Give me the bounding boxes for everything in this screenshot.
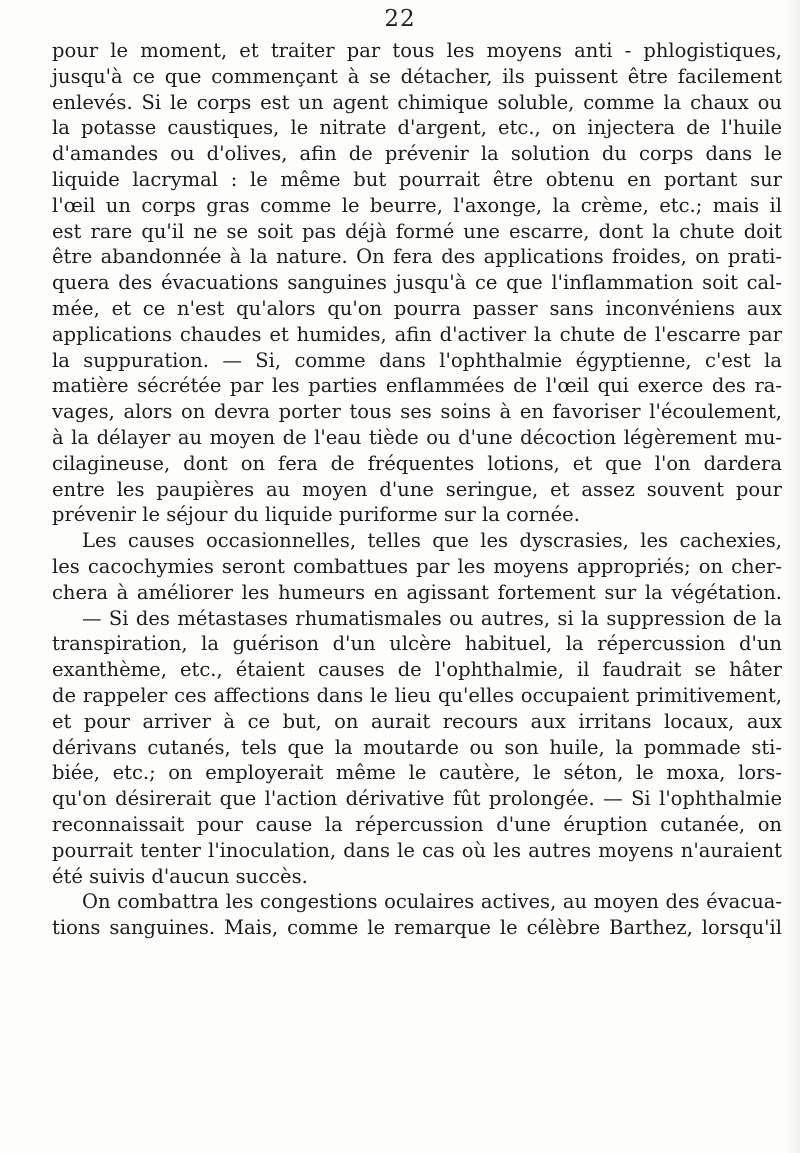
text-line: l'œil un corps gras comme le beurre, l'axonge, la crème, etc.; mais il [52,193,782,217]
text-line: liquide lacrymal : le même but pourrait être obtenu en portant sur [52,167,782,191]
text-line: pourrait tenter l'inoculation, dans le cas où les autres moyens n'auraient [52,838,782,862]
text-line: transpiration, la guérison d'un ulcère habituel, la répercussion d'un [52,632,782,656]
text-line: les cacochymies seront combattues par les moyens appropriés; on cher- [52,554,782,578]
text-line: biée, etc.; on employerait même le cautère, le séton, le moxa, lors- [52,761,782,785]
paragraph-end-line: prévenir le séjour du liquide puriforme sur la cornée. [52,503,580,527]
text-line: quera des évacuations sanguines jusqu'à ce que l'inflammation soit cal- [52,271,782,295]
text-line: la potasse caustiques, le nitrate d'argent, etc., on injectera de l'huile [52,116,782,140]
text-line: de rappeler ces affections dans le lieu qu'elles occupaient primitivement, [52,683,782,707]
paragraph-start-line: On combattra les congestions oculaires actives, au moyen des évacua- [82,890,782,914]
text-line: entre les paupières au moyen d'une seringue, et assez souvent pour [52,477,782,501]
text-line: enlevés. Si le corps est un agent chimique soluble, comme la chaux ou [52,90,782,114]
text-line: — Si des métastases rhumatismales ou autres, si la suppression de la [82,606,782,630]
text-line: applications chaudes et humides, afin d'activer la chute de l'escarre par [52,322,782,346]
text-line: dérivans cutanés, tels que la moutarde ou son huile, la pommade sti- [52,735,782,759]
page-number: 22 [384,6,416,32]
text-line: pour le moment, et traiter par tous les moyens anti - phlogistiques, [52,39,782,62]
page-edge-shadow [786,0,800,1153]
text-line: chera à améliorer les humeurs en agissant fortement sur la végétation. [52,580,782,604]
text-line: et pour arriver à ce but, on aurait recours aux irritans locaux, aux [52,709,782,733]
text-line: qu'on désirerait que l'action dérivative fût prolongée. — Si l'ophthalmie [52,787,782,811]
text-line: est rare qu'il ne se soit pas déjà formé une escarre, dont la chute doit [52,219,782,243]
paragraph-end-line: été suivis d'aucun succès. [52,864,308,888]
text-line: jusqu'à ce que commençant à se détacher, ils puissent être facilement [52,64,782,88]
text-line: cilagineuse, dont on fera de fréquentes lotions, et que l'on dardera [52,451,782,475]
text-line: à la délayer au moyen de l'eau tiède ou d'une décoction légèrement mu- [52,425,782,449]
text-line: d'amandes ou d'olives, afin de prévenir la solution du corps dans le [52,142,782,166]
text-line: reconnaissait pour cause la répercussion d'une éruption cutanée, on [52,812,782,836]
text-line: vages, alors on devra porter tous ses soins à en favoriser l'écoulement, [52,400,782,424]
text-line: la suppuration. — Si, comme dans l'ophthalmie égyptienne, c'est la [52,348,782,372]
text-line: matière sécrétée par les parties enflammées de l'œil qui exerce des ra- [52,374,782,398]
text-line: exanthème, etc., étaient causes de l'ophthalmie, il faudrait se hâter [52,658,782,682]
text-line: tions sanguines. Mais, comme le remarque le célèbre Barthez, lorsqu'il [52,916,782,940]
text-line: être abandonnée à la nature. On fera des applications froides, on prati- [52,245,782,269]
text-line: mée, et ce n'est qu'alors qu'on pourra passer sans inconvéniens aux [52,296,782,320]
paragraph-start-line: Les causes occasionnelles, telles que les dyscrasies, les cachexies, [82,529,782,553]
body-text [52,38,782,941]
